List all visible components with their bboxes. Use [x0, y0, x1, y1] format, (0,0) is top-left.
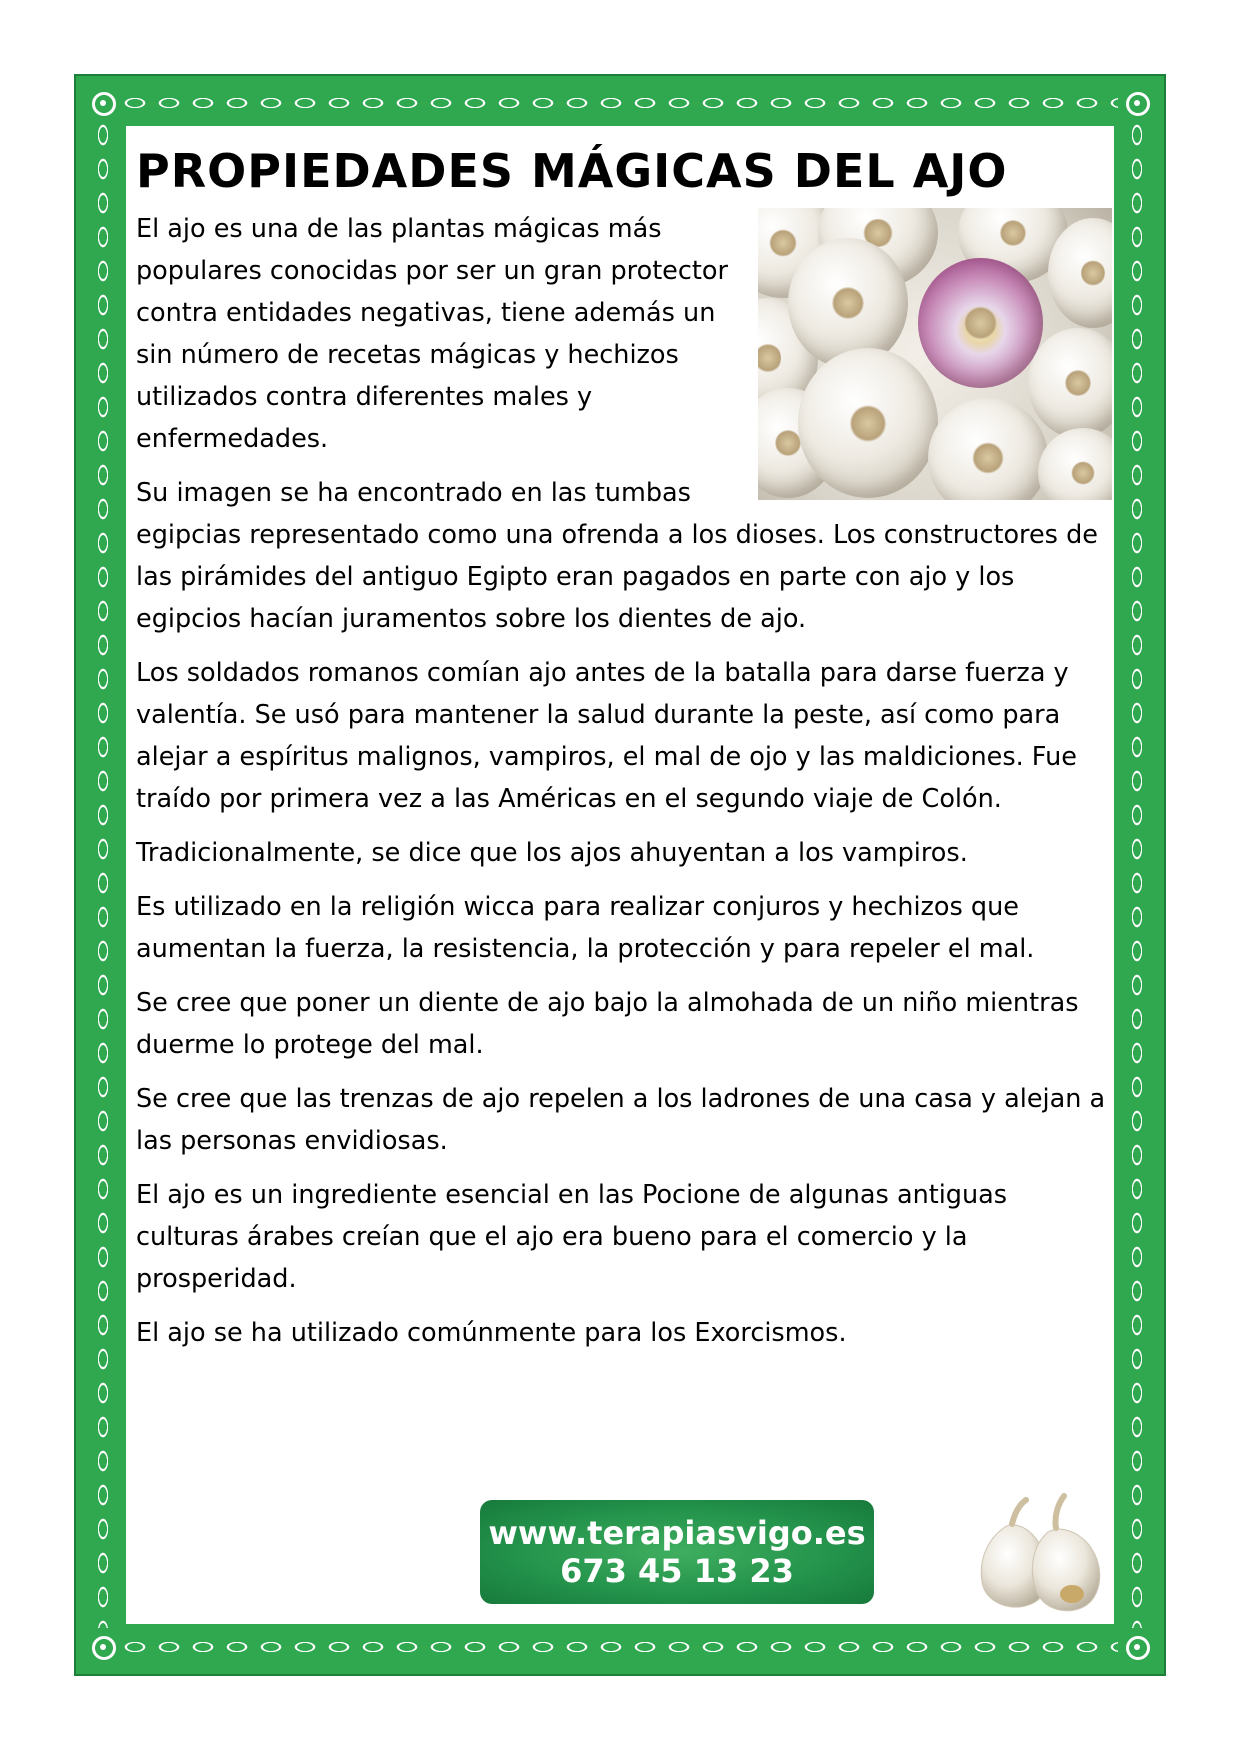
paragraph: El ajo se ha utilizado comúnmente para los Exorcismos. — [136, 1318, 847, 1348]
paragraph: Es utilizado en la religión wicca para realizar conjuros y hechizos que aumentan la fuerza, la resistencia, la protección y para repeler el mal. — [136, 892, 1035, 964]
paragraph: Se cree que las trenzas de ajo repelen a los ladrones de una casa y alejan a las personas envidiosas. — [136, 1084, 1106, 1156]
website-link[interactable]: www.terapiasvigo.es — [488, 1514, 866, 1552]
paragraph: Se cree que poner un diente de ajo bajo la almohada de un niño mientras duerme lo protege del mal. — [136, 988, 1079, 1060]
paragraph: El ajo es una de las plantas mágicas más populares conocidas por ser un gran protector contra entidades negativas, tiene además un sin número de recetas mágicas y hechizos utilizados contra diferentes males y enfermedades. — [136, 214, 728, 454]
garlic-bulbs-photo — [758, 208, 1112, 500]
border-band-right — [1118, 84, 1156, 1666]
garlic-icon — [960, 1482, 1110, 1622]
page-content — [126, 126, 1114, 1624]
border-band-top — [84, 84, 1156, 122]
border-band-left — [84, 84, 122, 1666]
paragraph: Los soldados romanos comían ajo antes de la batalla para darse fuerza y valentía. Se usó para mantener la salud durante la peste, así como para alejar a espíritus malignos, vampiros, el mal de ojo y las maldiciones. Fue traído por primera vez a las Américas en el segundo viaje de Colón. — [136, 658, 1077, 814]
paragraph: El ajo es un ingrediente esencial en las Pocione de algunas antiguas culturas árabes creían que el ajo era bueno para el comercio y la prosperidad. — [136, 1180, 1008, 1294]
footer-row — [126, 1474, 1114, 1624]
contact-banner[interactable] — [480, 1500, 874, 1604]
decorative-border — [74, 74, 1166, 1676]
phone-number: 673 45 13 23 — [560, 1552, 794, 1590]
page-title: PROPIEDADES MÁGICAS DEL AJO — [136, 144, 1008, 198]
border-band-bottom — [84, 1628, 1156, 1666]
paragraph: Su imagen se ha encontrado en las tumbas egipcias representado como una ofrenda a los dioses. Los constructores de las pirámides del antiguo Egipto eran pagados en parte con ajo y los egipcios hacían juramentos sobre los dientes de ajo. — [136, 478, 1098, 634]
paragraph: Tradicionalmente, se dice que los ajos ahuyentan a los vampiros. — [136, 838, 968, 868]
article-body — [136, 208, 1112, 1366]
garlic-heads-photo — [960, 1482, 1110, 1622]
corner-ornament-icon — [1118, 1628, 1156, 1666]
corner-ornament-icon — [84, 84, 122, 122]
corner-ornament-icon — [1118, 84, 1156, 122]
corner-ornament-icon — [84, 1628, 122, 1666]
